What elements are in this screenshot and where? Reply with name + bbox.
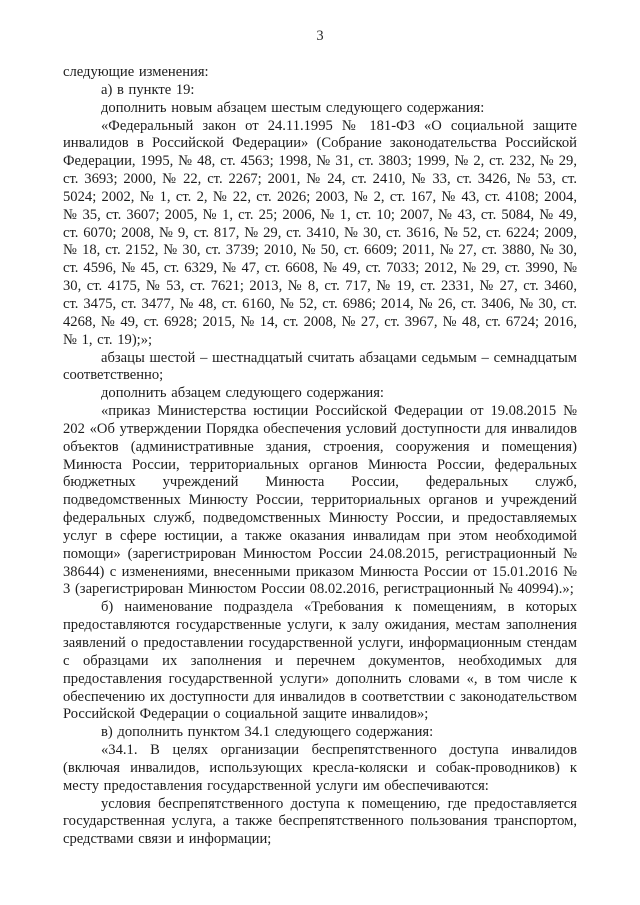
paragraph-subitem-v: в) дополнить пунктом 34.1 следующего содержания: <box>101 724 434 741</box>
paragraph-federal-law-citation: «Федеральный закон от 24.11.1995 № 181-ФЗ «О социальной защите инвалидов в Российской Федерации» (Собрание законодательства Российской Федерации, 1995, № 48, ст. 4563; 1998, № 31, ст. 3803; 1999, № 2, ст. 232, № 29, ст. 3693; 2000, № 22, ст. 2267; 2001, № 24, ст. 2410, № 33, ст. 3426, № 53, ст. 5024; 2002, № 1, ст. 2, № 22, ст. 2026; 2003, № 2, ст. 167, № 43, ст. 4108; 2004, № 35, ст. 3607; 2005, № 1, ст. 25; 2006, № 1, ст. 10; 2007, № 43, ст. 5084, № 49, ст. 6070; 2008, № 9, ст. 817, № 29, ст. 3410, № 30, ст. 3616, № 52, ст. 6224; 2009, № 18, ст. 2152, № 30, ст. 3739; 2010, № 50, ст. 6609; 2011, № 27, ст. 3880, № 30, ст. 4596, № 45, ст. 6329, № 47, ст. 6608, № 49, ст. 7033; 2012, № 29, ст. 3990, № 30, ст. 4175, № 53, ст. 7621; 2013, № 8, ст. 717, № 19, ст. 2331, № 27, ст. 3460, ст. 3475, ст. 3477, № 48, ст. 6160, № 52, ст. 6986; 2014, № 26, ст. 3406, № 30, ст. 4268, № 49, ст. 6928; 2015, № 14, ст. 2008, № 27, ст. 3967, № 48, ст. 6724; 2016, № 1, ст. 19);»; <box>63 117 577 348</box>
paragraph-renumbering: абзацы шестой – шестнадцатый считать абзацами седьмым – семнадцатым соответственно; <box>63 349 577 384</box>
paragraph-continuation: следующие изменения: <box>63 64 209 80</box>
paragraph-addition-intro: дополнить абзацем следующего содержания: <box>101 385 384 402</box>
document-body <box>63 64 577 849</box>
paragraph-access-conditions: условия беспрепятственного доступа к помещению, где предоставляется государственная услуга, а также беспрепятственного пользования транспортом, средствами связи и информации; <box>63 795 577 848</box>
paragraph-item-34-1: «34.1. В целях организации беспрепятственного доступа инвалидов (включая инвалидов, использующих кресла-коляски и собак-проводников) к месту предоставления государственной услуги им обеспечиваются: <box>63 742 577 794</box>
paragraph-subitem-a: а) в пункте 19: <box>101 81 195 98</box>
paragraph-subitem-b: б) наименование подраздела «Требования к помещениям, в которых предоставляются государственные услуги, к залу ожидания, местам заполнения заявлений о предоставлении государственной услуги, информационным стендам с образцами их заполнения и перечнем документов, необходимых для предоставления государственной услуги» дополнить словами «, в том числе к обеспечению их доступности для инвалидов в соответствии с законодательством Российской Федерации о социальной защите инвалидов»; <box>63 599 577 723</box>
page-number: 3 <box>316 28 324 44</box>
paragraph-minjust-order-citation: «приказ Министерства юстиции Российской Федерации от 19.08.2015 № 202 «Об утверждении Порядка обеспечения условий доступности для инвалидов объектов (административные здания, строения, сооружения и помещения) Минюста России, территориальных органов Минюста России, федеральных бюджетных учреждений Минюста России, федеральных служб, подведомственных Минюсту России, территориальных органов и учреждений федеральных служб, подведомственных Минюсту России, и предоставляемых услуг в сфере юстиции, а также оказания инвалидам при этом необходимой помощи» (зарегистрирован Минюстом России 24.08.2015, регистрационный № 38644) с изменениями, внесенными приказом Минюста России от 15.01.2016 № 3 (зарегистрирован Минюстом России 08.02.2016, регистрационный № 40994).»; <box>63 403 577 598</box>
paragraph-amendment-intro: дополнить новым абзацем шестым следующего содержания: <box>101 99 485 116</box>
